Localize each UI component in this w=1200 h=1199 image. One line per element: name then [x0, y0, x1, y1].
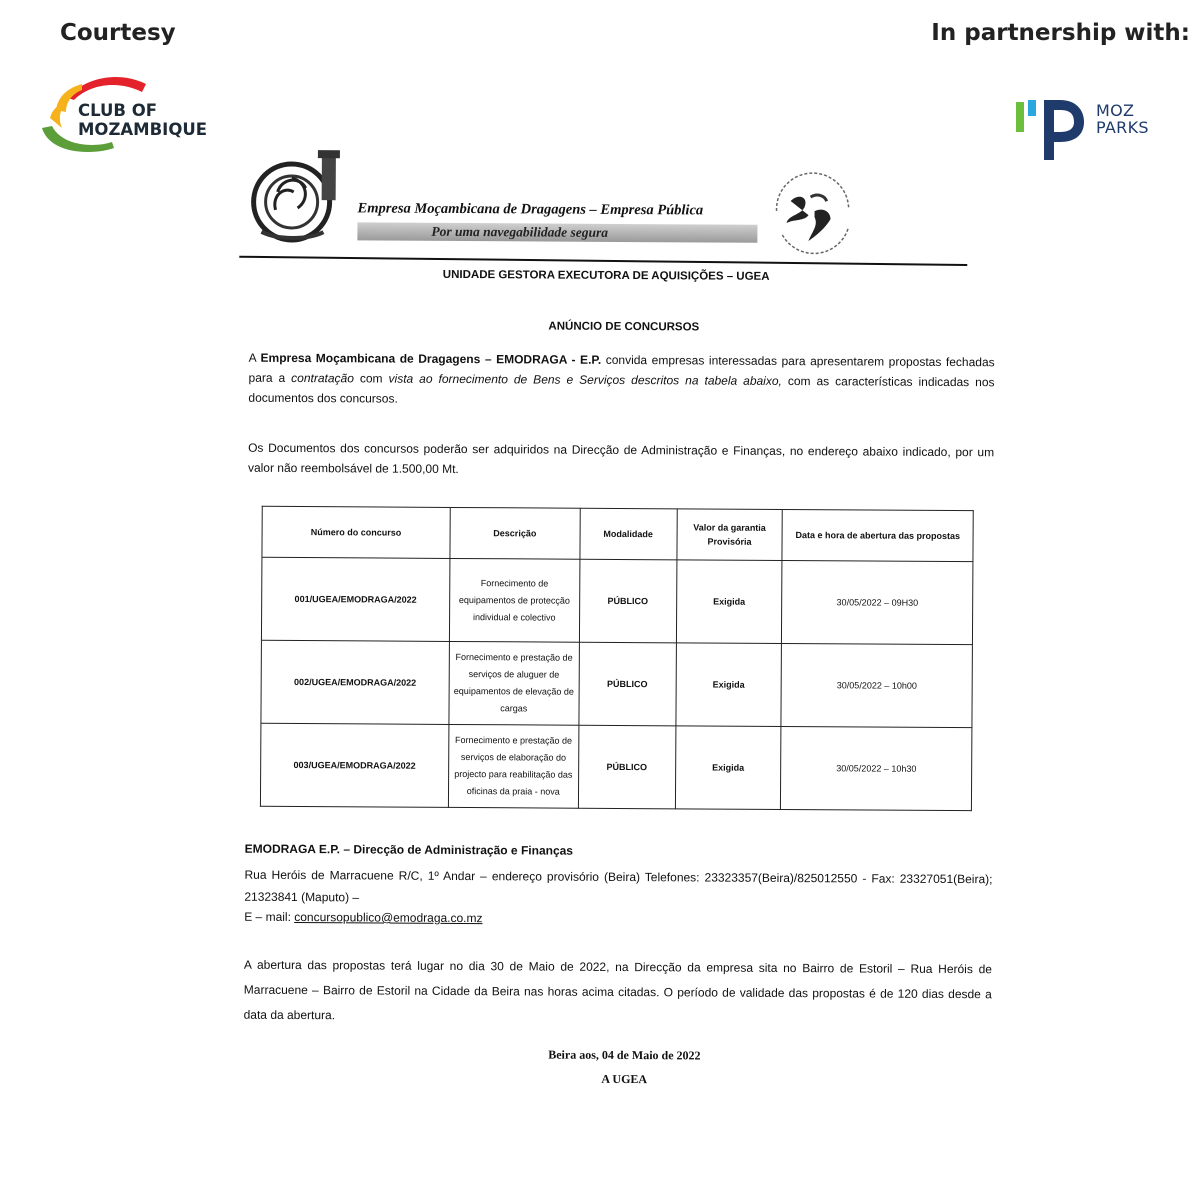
unit-title: UNIDADE GESTORA EXECUTORA DE AQUISIÇÕES – UGEA	[442, 268, 770, 283]
moz-logo-line2: PARKS	[1096, 118, 1149, 137]
p1-text-c: com	[353, 371, 389, 386]
closing-paragraph: A abertura das propostas terá lugar no dia 30 de Maio de 2022, na Direcção da empresa sita no Bairro de Estoril – Rua Heróis de Marracuene – Bairro de Estoril na Cidade da Beira nas horas acima citadas. O período de validade das propostas é de 120 dias desde a data da abertura.	[243, 957, 992, 1023]
tender-number: 001/UGEA/EMODRAGA/2022	[261, 557, 449, 641]
emodraga-dredge-emblem	[247, 148, 348, 245]
moz-logo-line1: MOZ	[1096, 101, 1135, 120]
tender-opening: 30/05/2022 – 10h00	[781, 643, 972, 727]
club-logo-line2: MOZAMBIQUE	[78, 120, 208, 139]
tender-guarantee: Exigida	[676, 560, 782, 644]
tender-opening: 30/05/2022 – 10h30	[781, 726, 972, 810]
notice-paragraph-2: Os Documentos dos concursos poderão ser adquiridos na Direcção de Administração e Finanças, no endereço abaixo indicado, por um valor não reembolsável de 1.500,00 Mt.	[247, 440, 995, 476]
courtesy-label: Courtesy	[60, 20, 176, 46]
email-link[interactable]: concursopublico@emodraga.co.mz	[294, 909, 483, 926]
tender-number: 003/UGEA/EMODRAGA/2022	[260, 723, 448, 807]
table-row	[260, 723, 971, 810]
notice-title: ANÚNCIO DE CONCURSOS	[548, 320, 700, 334]
contact-title: EMODRAGA E.P. – Direcção de Administração e Finanças	[244, 841, 574, 858]
header-opening: Data e hora de abertura das propostas	[782, 509, 973, 561]
tender-opening: 30/05/2022 – 09H30	[782, 560, 973, 644]
header-number: Número do concurso	[262, 506, 450, 558]
p1-italic-1: contratação	[291, 370, 354, 386]
p1-text-d: com as características indicadas nos documentos dos concursos.	[248, 373, 995, 406]
contact-address: Rua Heróis de Marracuene R/C, 1º Andar – endereço provisório (Beira) Telefones: 23323357(Beira)/825012550 - Fax: 23327051(Beira); 21323841 (Maputo) –	[244, 867, 993, 905]
tender-description: Fornecimento e prestação de serviços de aluguer de equipamentos de elevação de cargas	[449, 641, 579, 725]
signature-ugea: A UGEA	[601, 1071, 648, 1087]
club-logo-text	[78, 101, 207, 139]
scanned-document	[234, 138, 1010, 1143]
header-description: Descrição	[450, 507, 580, 559]
header-guarantee: Valor da garantia Provisória	[676, 509, 782, 561]
email-line	[244, 910, 482, 925]
tender-mode: PÚBLICO	[578, 725, 675, 809]
header-mode: Modalidade	[580, 508, 677, 560]
table-row	[261, 640, 972, 727]
signature-date: Beira aos, 04 de Maio de 2022	[548, 1047, 701, 1063]
tender-number: 002/UGEA/EMODRAGA/2022	[261, 640, 449, 724]
table-row	[261, 557, 972, 644]
table-header-row	[262, 506, 973, 561]
tender-description: Fornecimento de equipamentos de protecção individual e colectivo	[449, 558, 579, 642]
tenders-table	[260, 506, 974, 811]
tender-guarantee: Exigida	[675, 726, 781, 810]
company-name: Empresa Moçambicana de Dragagens – Empresa Pública	[357, 200, 704, 219]
mozambique-seal-emblem	[764, 171, 860, 262]
partnership-label: In partnership with:	[931, 20, 1190, 46]
p1-italic-2: vista ao fornecimento de Bens e Serviços descritos na tabela abaixo,	[388, 371, 782, 388]
p1-company-bold: Empresa Moçambicana de Dragagens – EMODRAGA - E.P.	[260, 350, 602, 367]
tender-description: Fornecimento e prestação de serviços de elaboração do projecto para reabilitação das oficinas da praia - nova	[448, 724, 578, 808]
notice-paragraph-1	[248, 348, 994, 413]
email-label: E – mail:	[244, 909, 295, 924]
tender-mode: PÚBLICO	[579, 559, 676, 643]
tender-mode: PÚBLICO	[579, 642, 676, 726]
tender-guarantee: Exigida	[675, 643, 781, 727]
moz-parks-text	[1096, 102, 1149, 136]
company-motto: Por uma navegabilidade segura	[357, 222, 757, 242]
p1-text-b: convida empresas interessadas para apresentarem propostas fechadas para a	[248, 352, 995, 385]
moz-parks-logo	[1014, 98, 1094, 164]
p1-text-a: A	[248, 350, 261, 365]
club-logo-line1: CLUB OF	[78, 101, 158, 120]
